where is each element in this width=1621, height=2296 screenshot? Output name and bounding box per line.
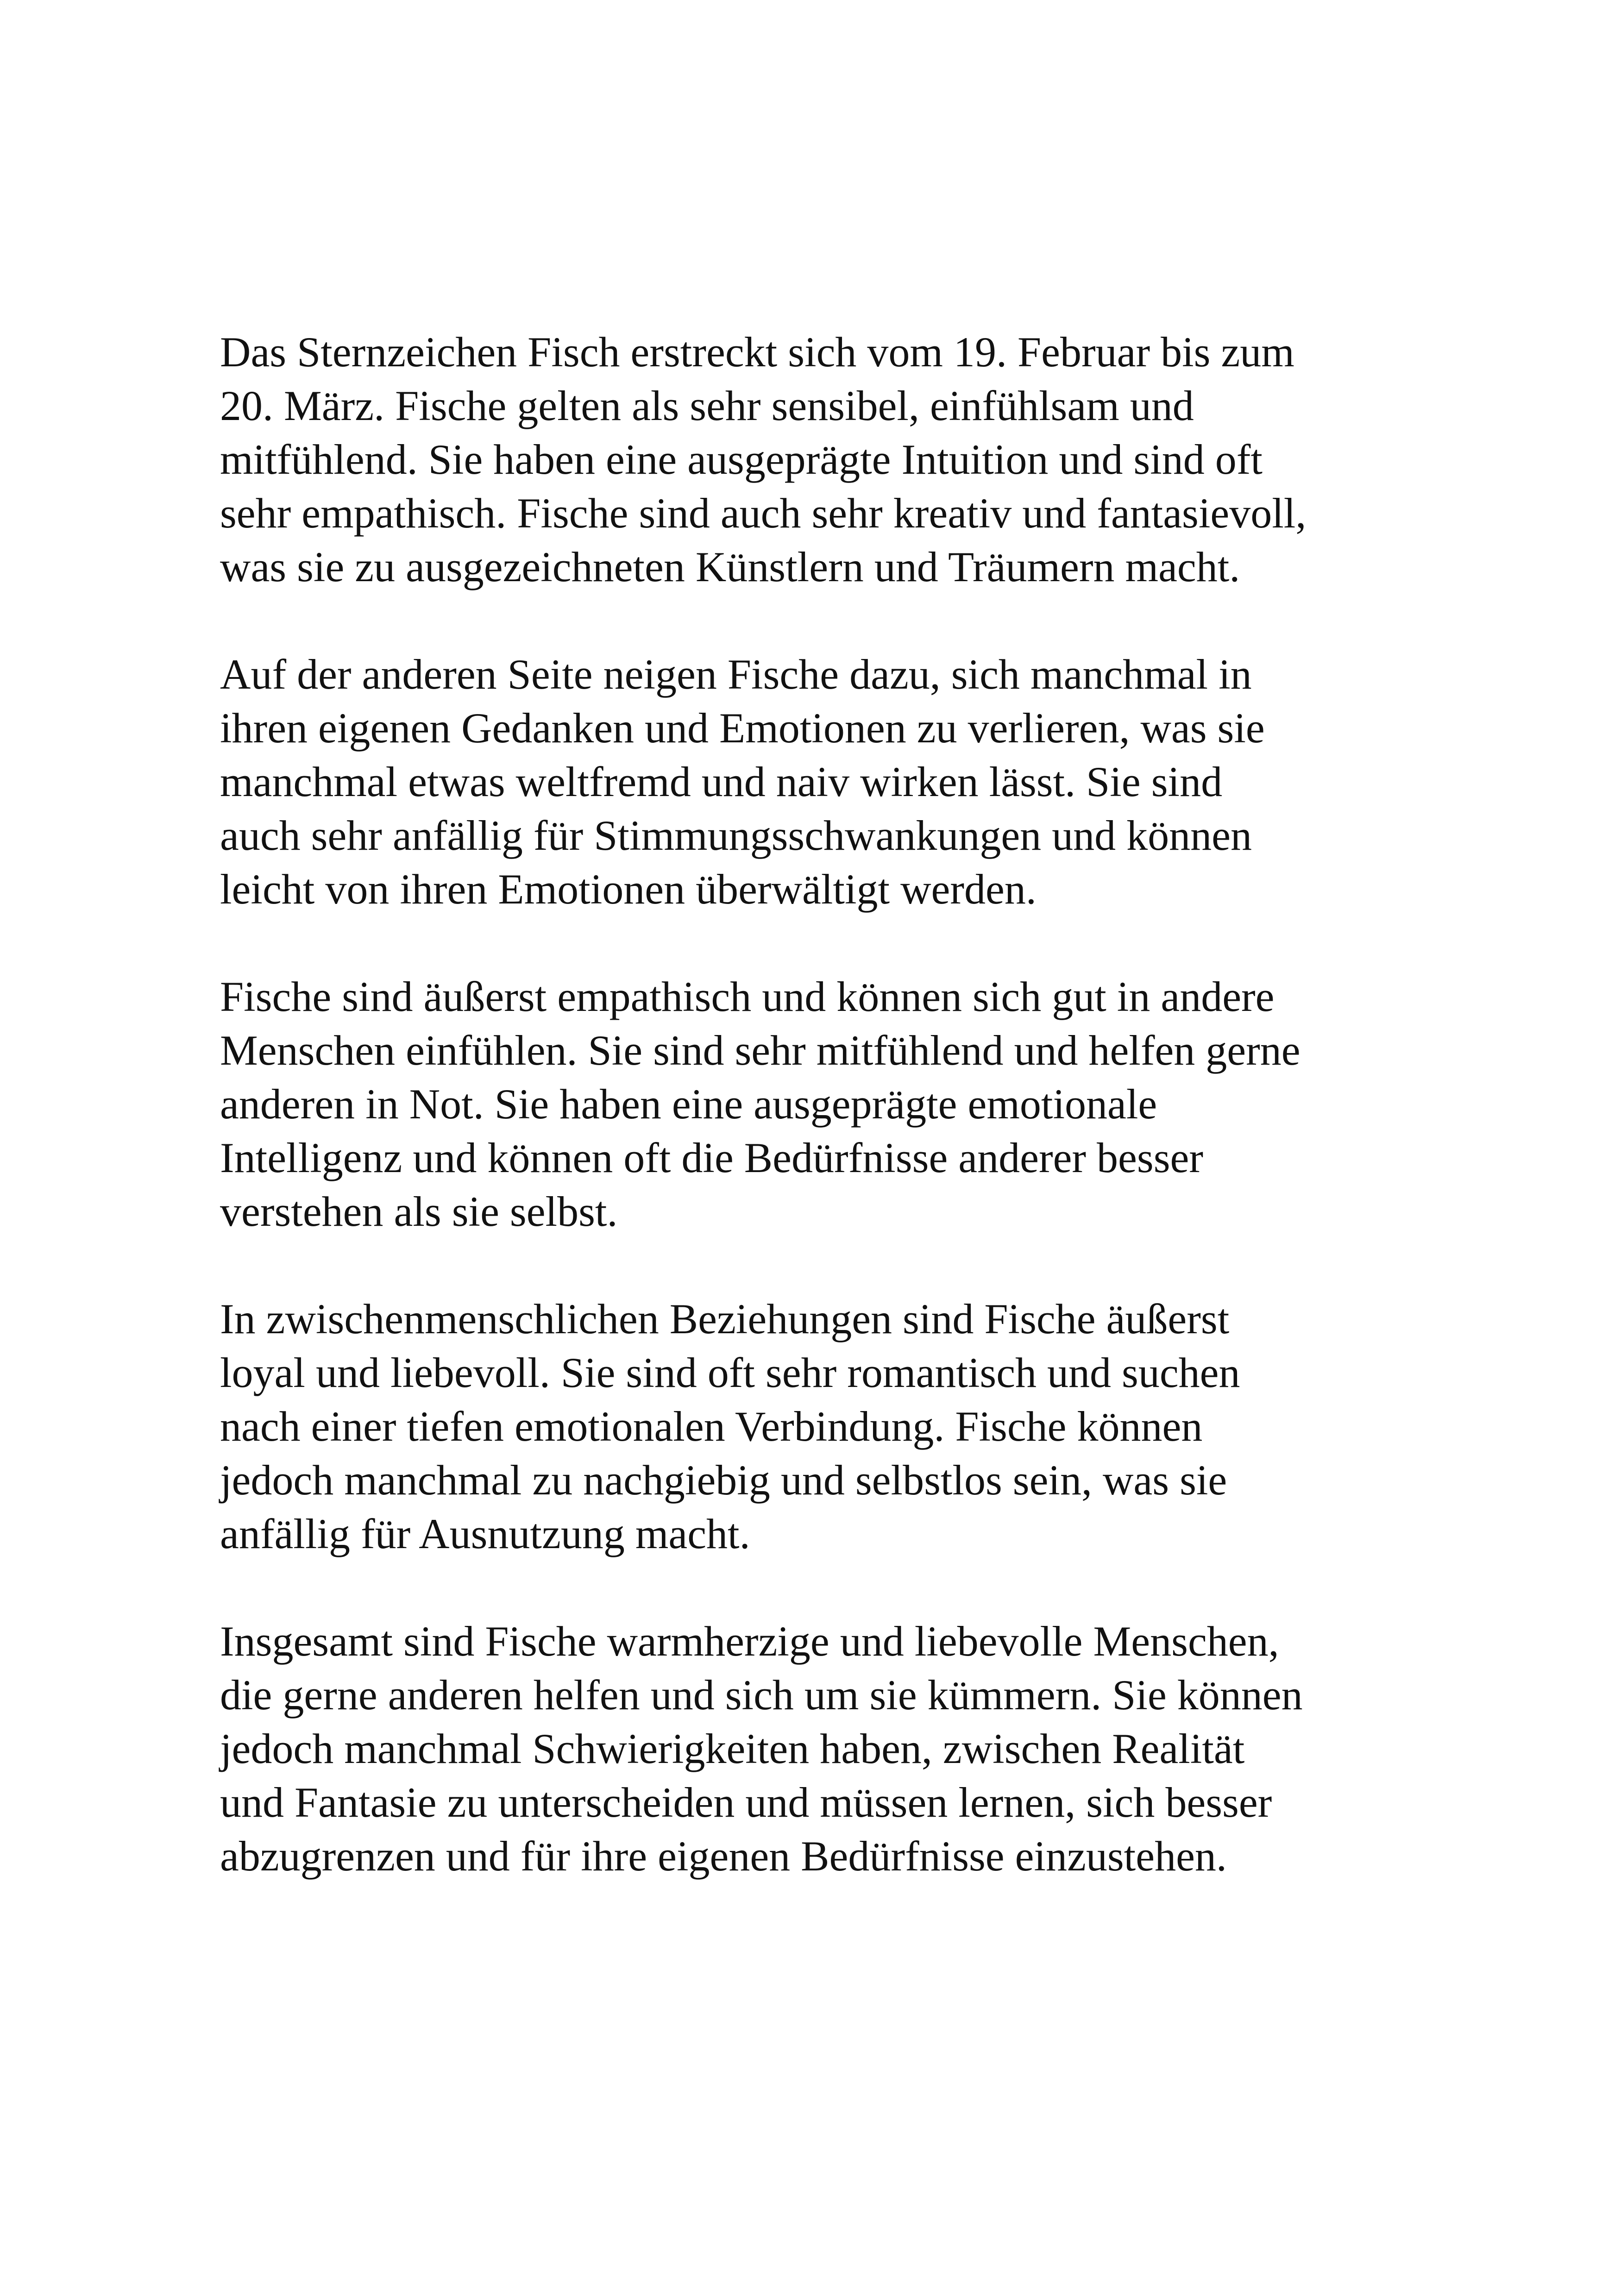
text-line: 20. März. Fische gelten als sehr sensibel, einfühlsam und xyxy=(220,382,1194,429)
text-line: In zwischenmenschlichen Beziehungen sind Fische äußerst xyxy=(220,1295,1230,1342)
text-line: die gerne anderen helfen und sich um sie kümmern. Sie können xyxy=(220,1671,1303,1719)
text-line: leicht von ihren Emotionen überwältigt werden. xyxy=(220,866,1037,913)
text-line: loyal und liebevoll. Sie sind oft sehr romantisch und suchen xyxy=(220,1349,1240,1396)
paragraph-1 xyxy=(220,325,1433,594)
text-line: Auf der anderen Seite neigen Fische dazu, sich manchmal in xyxy=(220,651,1252,698)
paragraph-5 xyxy=(220,1614,1433,1883)
text-line: Intelligenz und können oft die Bedürfnisse anderer besser xyxy=(220,1134,1203,1181)
text-line: ihren eigenen Gedanken und Emotionen zu verlieren, was sie xyxy=(220,704,1265,752)
text-line: Das Sternzeichen Fisch erstreckt sich vom 19. Februar bis zum xyxy=(220,328,1294,376)
text-line: und Fantasie zu unterscheiden und müssen lernen, sich besser xyxy=(220,1779,1272,1826)
text-line: anderen in Not. Sie haben eine ausgeprägte emotionale xyxy=(220,1080,1157,1128)
paragraph-3 xyxy=(220,970,1433,1238)
text-line: nach einer tiefen emotionalen Verbindung. Fische können xyxy=(220,1403,1203,1450)
text-line: auch sehr anfällig für Stimmungsschwankungen und können xyxy=(220,812,1252,859)
text-line: jedoch manchmal zu nachgiebig und selbstlos sein, was sie xyxy=(220,1456,1227,1504)
text-line: was sie zu ausgezeichneten Künstlern und Träumern macht. xyxy=(220,543,1240,590)
text-line: verstehen als sie selbst. xyxy=(220,1188,618,1235)
text-line: sehr empathisch. Fische sind auch sehr kreativ und fantasievoll, xyxy=(220,489,1307,537)
text-line: Fische sind äußerst empathisch und können sich gut in andere xyxy=(220,973,1275,1020)
paragraph-4 xyxy=(220,1292,1433,1561)
text-line: Menschen einfühlen. Sie sind sehr mitfühlend und helfen gerne xyxy=(220,1027,1301,1074)
text-line: anfällig für Ausnutzung macht. xyxy=(220,1510,750,1557)
text-line: manchmal etwas weltfremd und naiv wirken lässt. Sie sind xyxy=(220,758,1223,805)
paragraph-2 xyxy=(220,647,1433,916)
text-line: Insgesamt sind Fische warmherzige und liebevolle Menschen, xyxy=(220,1618,1279,1665)
text-line: jedoch manchmal Schwierigkeiten haben, zwischen Realität xyxy=(220,1725,1245,1772)
document-body xyxy=(220,325,1433,1883)
text-line: mitfühlend. Sie haben eine ausgeprägte Intuition und sind oft xyxy=(220,436,1263,483)
text-line: abzugrenzen und für ihre eigenen Bedürfnisse einzustehen. xyxy=(220,1832,1227,1880)
